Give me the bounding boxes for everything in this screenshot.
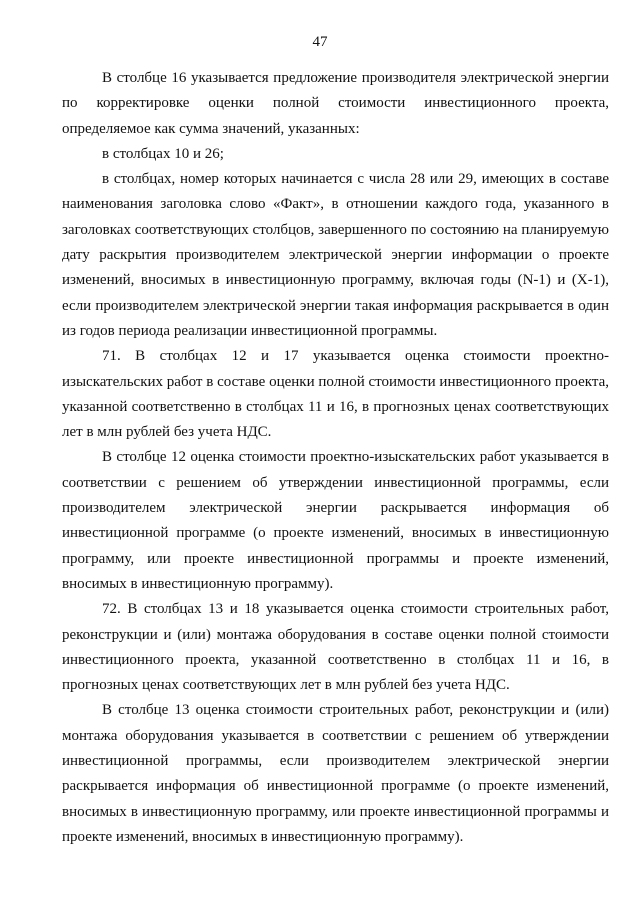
paragraph: 71. В столбцах 12 и 17 указывается оценка стоимости проектно-изыскательских работ в составе оценки полной стоимости инвестиционного проекта, указанной соответственно в столбцах 11 и 16, в прогнозных ценах соответствующих лет в млн рублей без учета НДС. bbox=[62, 348, 609, 441]
paragraph: В столбце 16 указывается предложение производителя электрической энергии по корректировке оценки полной стоимости инвестиционного проекта, определяемое как сумма значений, указанных: bbox=[62, 70, 609, 137]
paragraph: в столбцах 10 и 26; bbox=[102, 145, 224, 162]
paragraph: В столбце 12 оценка стоимости проектно-изыскательских работ указывается в соответствии с решением об утверждении инвестиционной программы, если производителем электрической энергии раскрывается информация об инвестиционной программе (о проекте изменений, вносимых в инвестиционную программу, или проекте инвестиционной программы и проекте изменений, вносимых в инвестиционную программу). bbox=[62, 449, 609, 592]
paragraph: в столбцах, номер которых начинается с числа 28 или 29, имеющих в составе наименования заголовка слово «Факт», в отношении каждого года, указанного в заголовках соответствующих столбцов, завершенного по состоянию на планируемую дату раскрытия производителем электрической энергии информации о проекте изменений, вносимых в инвестиционную программу, включая годы (N-1) и (X-1), если производителем электрической энергии такая информация раскрывается в один из годов периода реализации инвестиционной программы. bbox=[62, 171, 609, 339]
paragraph: В столбце 13 оценка стоимости строительных работ, реконструкции и (или) монтажа оборудования указывается в соответствии с решением об утверждении инвестиционной программы, если производителем электрической энергии раскрывается информация об инвестиционной программе (о проекте изменений, вносимых в инвестиционную программу, или проекте инвестиционной программы и проекте изменений, вносимых в инвестиционную программу). bbox=[62, 702, 609, 845]
page-number: 47 bbox=[312, 34, 328, 50]
document-body bbox=[62, 66, 609, 850]
paragraph: 72. В столбцах 13 и 18 указывается оценка стоимости строительных работ, реконструкции и (или) монтажа оборудования в составе оценки полной стоимости инвестиционного проекта, указанной соответственно в столбцах 11 и 16, в прогнозных ценах соответствующих лет в млн рублей без учета НДС. bbox=[62, 601, 609, 694]
